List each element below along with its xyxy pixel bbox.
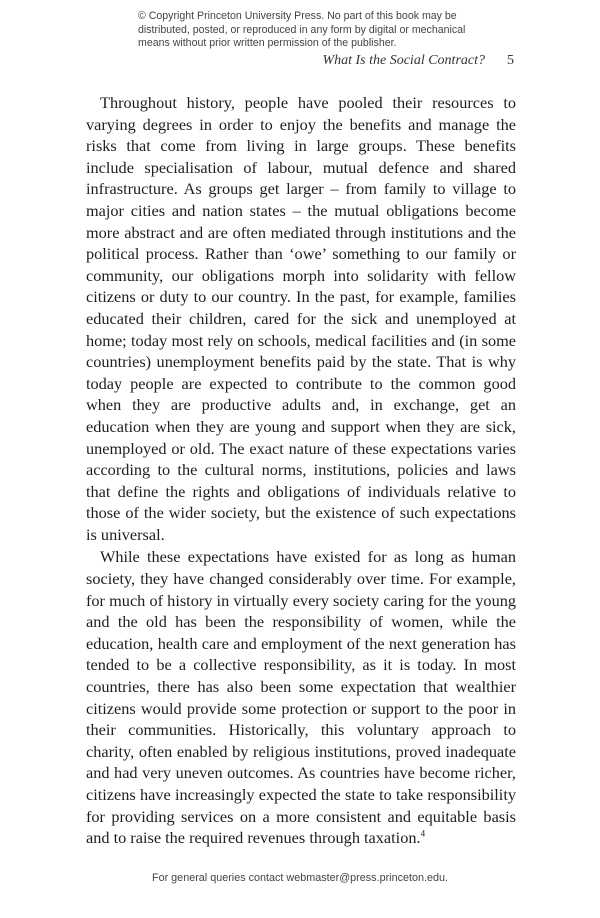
running-head <box>260 52 514 70</box>
copyright-line: © Copyright Princeton University Press. No part of this book may be <box>138 10 457 22</box>
paragraph-text: While these expectations have existed for as long as human society, they have changed considerably over time. For example, for much of history in virtually every society caring for the young and the old has been the responsibility of women, while the education, health care and employment of the next generation has tended to be a collective responsibility, as it is today. In most countries, there has also been some expectation that wealthier citizens would provide some protection or support to the poor in their communities. Historically, this voluntary approach to charity, often enabled by religious institutions, proved inadequate and had very uneven outcomes. As countries have become richer, citizens have increasingly expected the state to take responsibility for providing services on a more consistent and equitable basis and to raise the required revenues through taxation. <box>86 547 516 848</box>
copyright-line: means without prior written permission of the publisher. <box>138 37 397 50</box>
copyright-line: distributed, posted, or reproduced in any form by digital or mechanical <box>138 23 466 36</box>
running-head-title: What Is the Social Contract? <box>322 53 485 68</box>
footnote-reference[interactable]: 4 <box>420 828 426 839</box>
body-text <box>86 92 516 849</box>
footer-contact: For general queries contact webmaster@press.princeton.edu. <box>151 872 449 884</box>
copyright-notice <box>138 10 498 51</box>
paragraph: Throughout history, people have pooled their resources to varying degrees in order to enjoy the benefits and manage the risks that come from living in large groups. These benefits include specialisation of labour, mutual defence and shared infrastructure. As groups get larger – from family to village to major cities and nation states – the mutual obligations become more abstract and are often mediated through institutions and the political process. Rather than ‘owe’ something to our family or community, our obligations morph into solidarity with fellow citizens or duty to our country. In the past, for example, families educated their children, cared for the sick and unemployed at home; today most rely on schools, medical facilities and (in some countries) unemployment benefits paid by the state. That is why today people are expected to contribute to the common good when they are productive adults and, in exchange, get an education when they are young and support when they are sick, unemployed or old. The exact nature of these expectations varies according to the cultural norms, institutions, policies and laws that define the rights and obligations of individuals relative to those of the wider society, but the existence of such expectations is universal. <box>86 93 516 544</box>
page-number: 5 <box>507 53 514 68</box>
paragraph <box>86 546 516 848</box>
